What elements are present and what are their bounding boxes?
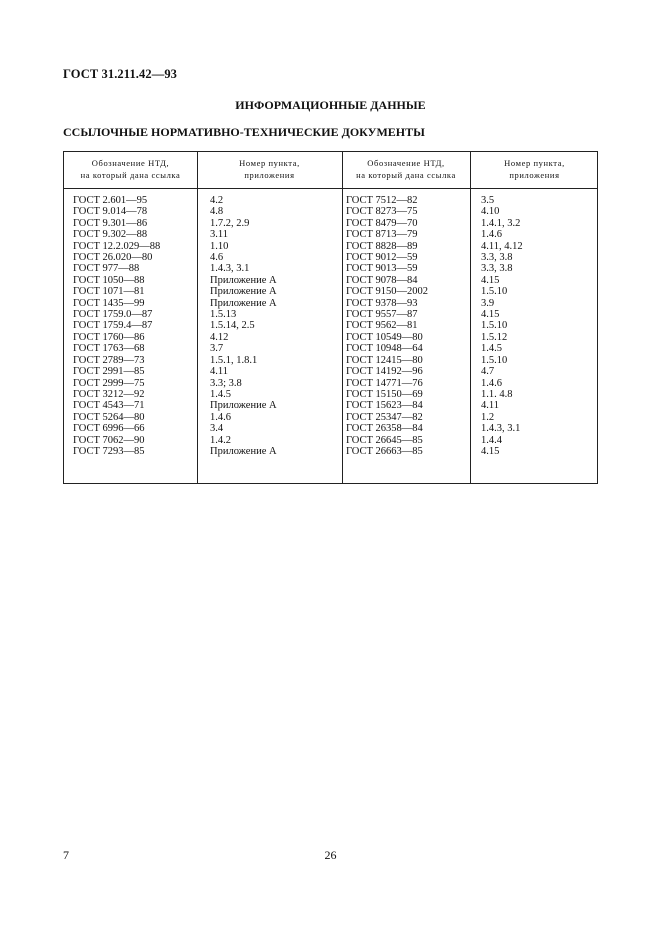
page-number: 26: [324, 848, 337, 862]
table-cell: 4.11, 4.12: [481, 240, 523, 252]
table-cell: ГОСТ 9378—93: [346, 297, 418, 309]
table-cell: ГОСТ 1760—86: [73, 331, 145, 343]
table-cell: 1.4.4: [481, 434, 502, 446]
header-text: приложения: [244, 170, 295, 180]
header-text: Обозначение НТД,: [367, 158, 445, 168]
table-cell: ГОСТ 26.020—80: [73, 252, 153, 264]
table-cell: 4.11: [210, 366, 228, 378]
table-cell: 4.7: [481, 366, 495, 378]
header-divider: [64, 188, 597, 189]
table-cell: 3.7: [210, 343, 224, 355]
table-cell: 1.5.10: [481, 320, 508, 332]
right-clauses-column: [481, 195, 523, 457]
table-cell: 4.6: [210, 252, 224, 264]
table-cell: 1.4.5: [481, 343, 502, 355]
table-cell: 1.5.12: [481, 331, 508, 343]
table-cell: ГОСТ 977—88: [73, 263, 140, 275]
table-cell: 1.4.6: [210, 411, 231, 423]
table-cell: 3.3, 3.8: [481, 252, 513, 264]
table-cell: ГОСТ 1763—68: [73, 343, 145, 355]
section-title: ИНФОРМАЦИОННЫЕ ДАННЫЕ: [235, 98, 426, 112]
table-cell: 4.11: [481, 400, 499, 412]
table-cell: 3.3; 3.8: [210, 377, 242, 389]
table-cell: ГОСТ 1759.4—87: [73, 320, 153, 332]
references-table: [63, 151, 598, 484]
table-cell: ГОСТ 8479—70: [346, 217, 418, 229]
table-cell: ГОСТ 5264—80: [73, 411, 145, 423]
header-text: Обозначение НТД,: [91, 158, 170, 168]
table-cell: ГОСТ 8273—75: [346, 206, 418, 218]
table-cell: Приложение А: [210, 297, 277, 309]
header-text: Номер пункта,: [239, 158, 300, 168]
table-cell: ГОСТ 1050—88: [73, 274, 145, 286]
table-cell: ГОСТ 9557—87: [346, 309, 418, 321]
table-cell: ГОСТ 2789—73: [73, 354, 145, 366]
footer-left-number: 7: [63, 848, 69, 862]
table-cell: 1.5.10: [481, 286, 508, 298]
table-cell: 1.2: [481, 411, 495, 423]
header-text: Номер пункта,: [504, 158, 565, 168]
table-cell: Приложение А: [210, 445, 277, 457]
table-cell: 1.1. 4.8: [481, 388, 513, 400]
table-cell: ГОСТ 9562—81: [346, 320, 418, 332]
table-cell: ГОСТ 26358—84: [346, 423, 423, 435]
header-clause-left: [197, 157, 342, 181]
table-cell: ГОСТ 9.014—78: [73, 206, 148, 218]
left-clauses-column: [210, 195, 277, 457]
table-cell: 3.9: [481, 297, 495, 309]
table-title: ССЫЛОЧНЫЕ НОРМАТИВНО-ТЕХНИЧЕСКИЕ ДОКУМЕНТЫ: [63, 125, 425, 139]
table-cell: ГОСТ 1071—81: [73, 286, 145, 298]
table-cell: ГОСТ 12.2.029—88: [73, 240, 161, 252]
table-cell: 1.5.13: [210, 309, 237, 321]
table-cell: ГОСТ 1435—99: [73, 297, 145, 309]
table-cell: ГОСТ 7062—90: [73, 434, 145, 446]
table-cell: Приложение А: [210, 274, 277, 286]
table-cell: 4.8: [210, 206, 224, 218]
table-cell: 4.15: [481, 309, 500, 321]
table-cell: 3.11: [210, 229, 228, 241]
table-cell: ГОСТ 10948—64: [346, 343, 423, 355]
header-designation-right: [342, 157, 470, 181]
table-cell: 4.15: [481, 445, 500, 457]
table-cell: ГОСТ 3212—92: [73, 388, 145, 400]
table-cell: ГОСТ 9.301—86: [73, 217, 148, 229]
table-cell: ГОСТ 7293—85: [73, 445, 145, 457]
header-designation-left: [64, 157, 197, 181]
table-cell: 1.4.3, 3.1: [210, 263, 250, 275]
table-cell: ГОСТ 8713—79: [346, 229, 418, 241]
table-cell: ГОСТ 14771—76: [346, 377, 423, 389]
header-clause-right: [470, 157, 599, 181]
table-cell: ГОСТ 26645—85: [346, 434, 423, 446]
column-divider: [470, 152, 471, 483]
table-cell: ГОСТ 9012—59: [346, 252, 418, 264]
table-cell: ГОСТ 4543—71: [73, 400, 145, 412]
table-cell: ГОСТ 8828—89: [346, 240, 418, 252]
table-cell: ГОСТ 14192—96: [346, 366, 423, 378]
table-cell: 1.10: [210, 240, 229, 252]
table-cell: 1.5.1, 1.8.1: [210, 354, 258, 366]
table-cell: ГОСТ 10549—80: [346, 331, 423, 343]
table-cell: ГОСТ 15623—84: [346, 400, 423, 412]
table-cell: ГОСТ 2999—75: [73, 377, 145, 389]
table-cell: ГОСТ 9078—84: [346, 274, 418, 286]
table-cell: 3.4: [210, 423, 224, 435]
table-cell: 1.7.2, 2.9: [210, 217, 250, 229]
table-cell: 3.3, 3.8: [481, 263, 513, 275]
table-cell: Приложение А: [210, 286, 277, 298]
document-code: ГОСТ 31.211.42—93: [63, 67, 178, 81]
table-cell: ГОСТ 12415—80: [346, 354, 423, 366]
table-cell: ГОСТ 25347—82: [346, 411, 423, 423]
table-cell: 4.15: [481, 274, 500, 286]
table-cell: 1.5.14, 2.5: [210, 320, 255, 332]
table-cell: ГОСТ 26663—85: [346, 445, 423, 457]
table-cell: ГОСТ 1759.0—87: [73, 309, 153, 321]
left-docs-column: [73, 195, 160, 457]
table-cell: 4.12: [210, 331, 229, 343]
table-cell: 1.4.1, 3.2: [481, 217, 521, 229]
table-cell: ГОСТ 9150—2002: [346, 286, 429, 298]
table-cell: 1.4.5: [210, 388, 231, 400]
table-cell: ГОСТ 2991—85: [73, 366, 145, 378]
table-cell: 1.4.3, 3.1: [481, 423, 521, 435]
table-cell: ГОСТ 9013—59: [346, 263, 418, 275]
table-cell: Приложение А: [210, 400, 277, 412]
table-cell: ГОСТ 6996—66: [73, 423, 145, 435]
table-cell: ГОСТ 2.601—95: [73, 195, 148, 206]
table-cell: 3.5: [481, 195, 495, 206]
header-text: приложения: [509, 170, 560, 180]
table-cell: ГОСТ 15150—69: [346, 388, 423, 400]
table-cell: 1.4.6: [481, 377, 502, 389]
table-cell: 4.10: [481, 206, 500, 218]
table-cell: 1.5.10: [481, 354, 508, 366]
header-text: на который дана ссылка: [80, 170, 181, 180]
table-cell: 1.4.6: [481, 229, 502, 241]
table-cell: ГОСТ 9.302—88: [73, 229, 148, 241]
column-divider: [342, 152, 343, 483]
right-docs-column: [346, 195, 428, 457]
table-cell: 4.2: [210, 195, 224, 206]
table-cell: ГОСТ 7512—82: [346, 195, 418, 206]
table-cell: 1.4.2: [210, 434, 231, 446]
column-divider: [197, 152, 198, 483]
header-text: на который дана ссылка: [356, 170, 456, 180]
